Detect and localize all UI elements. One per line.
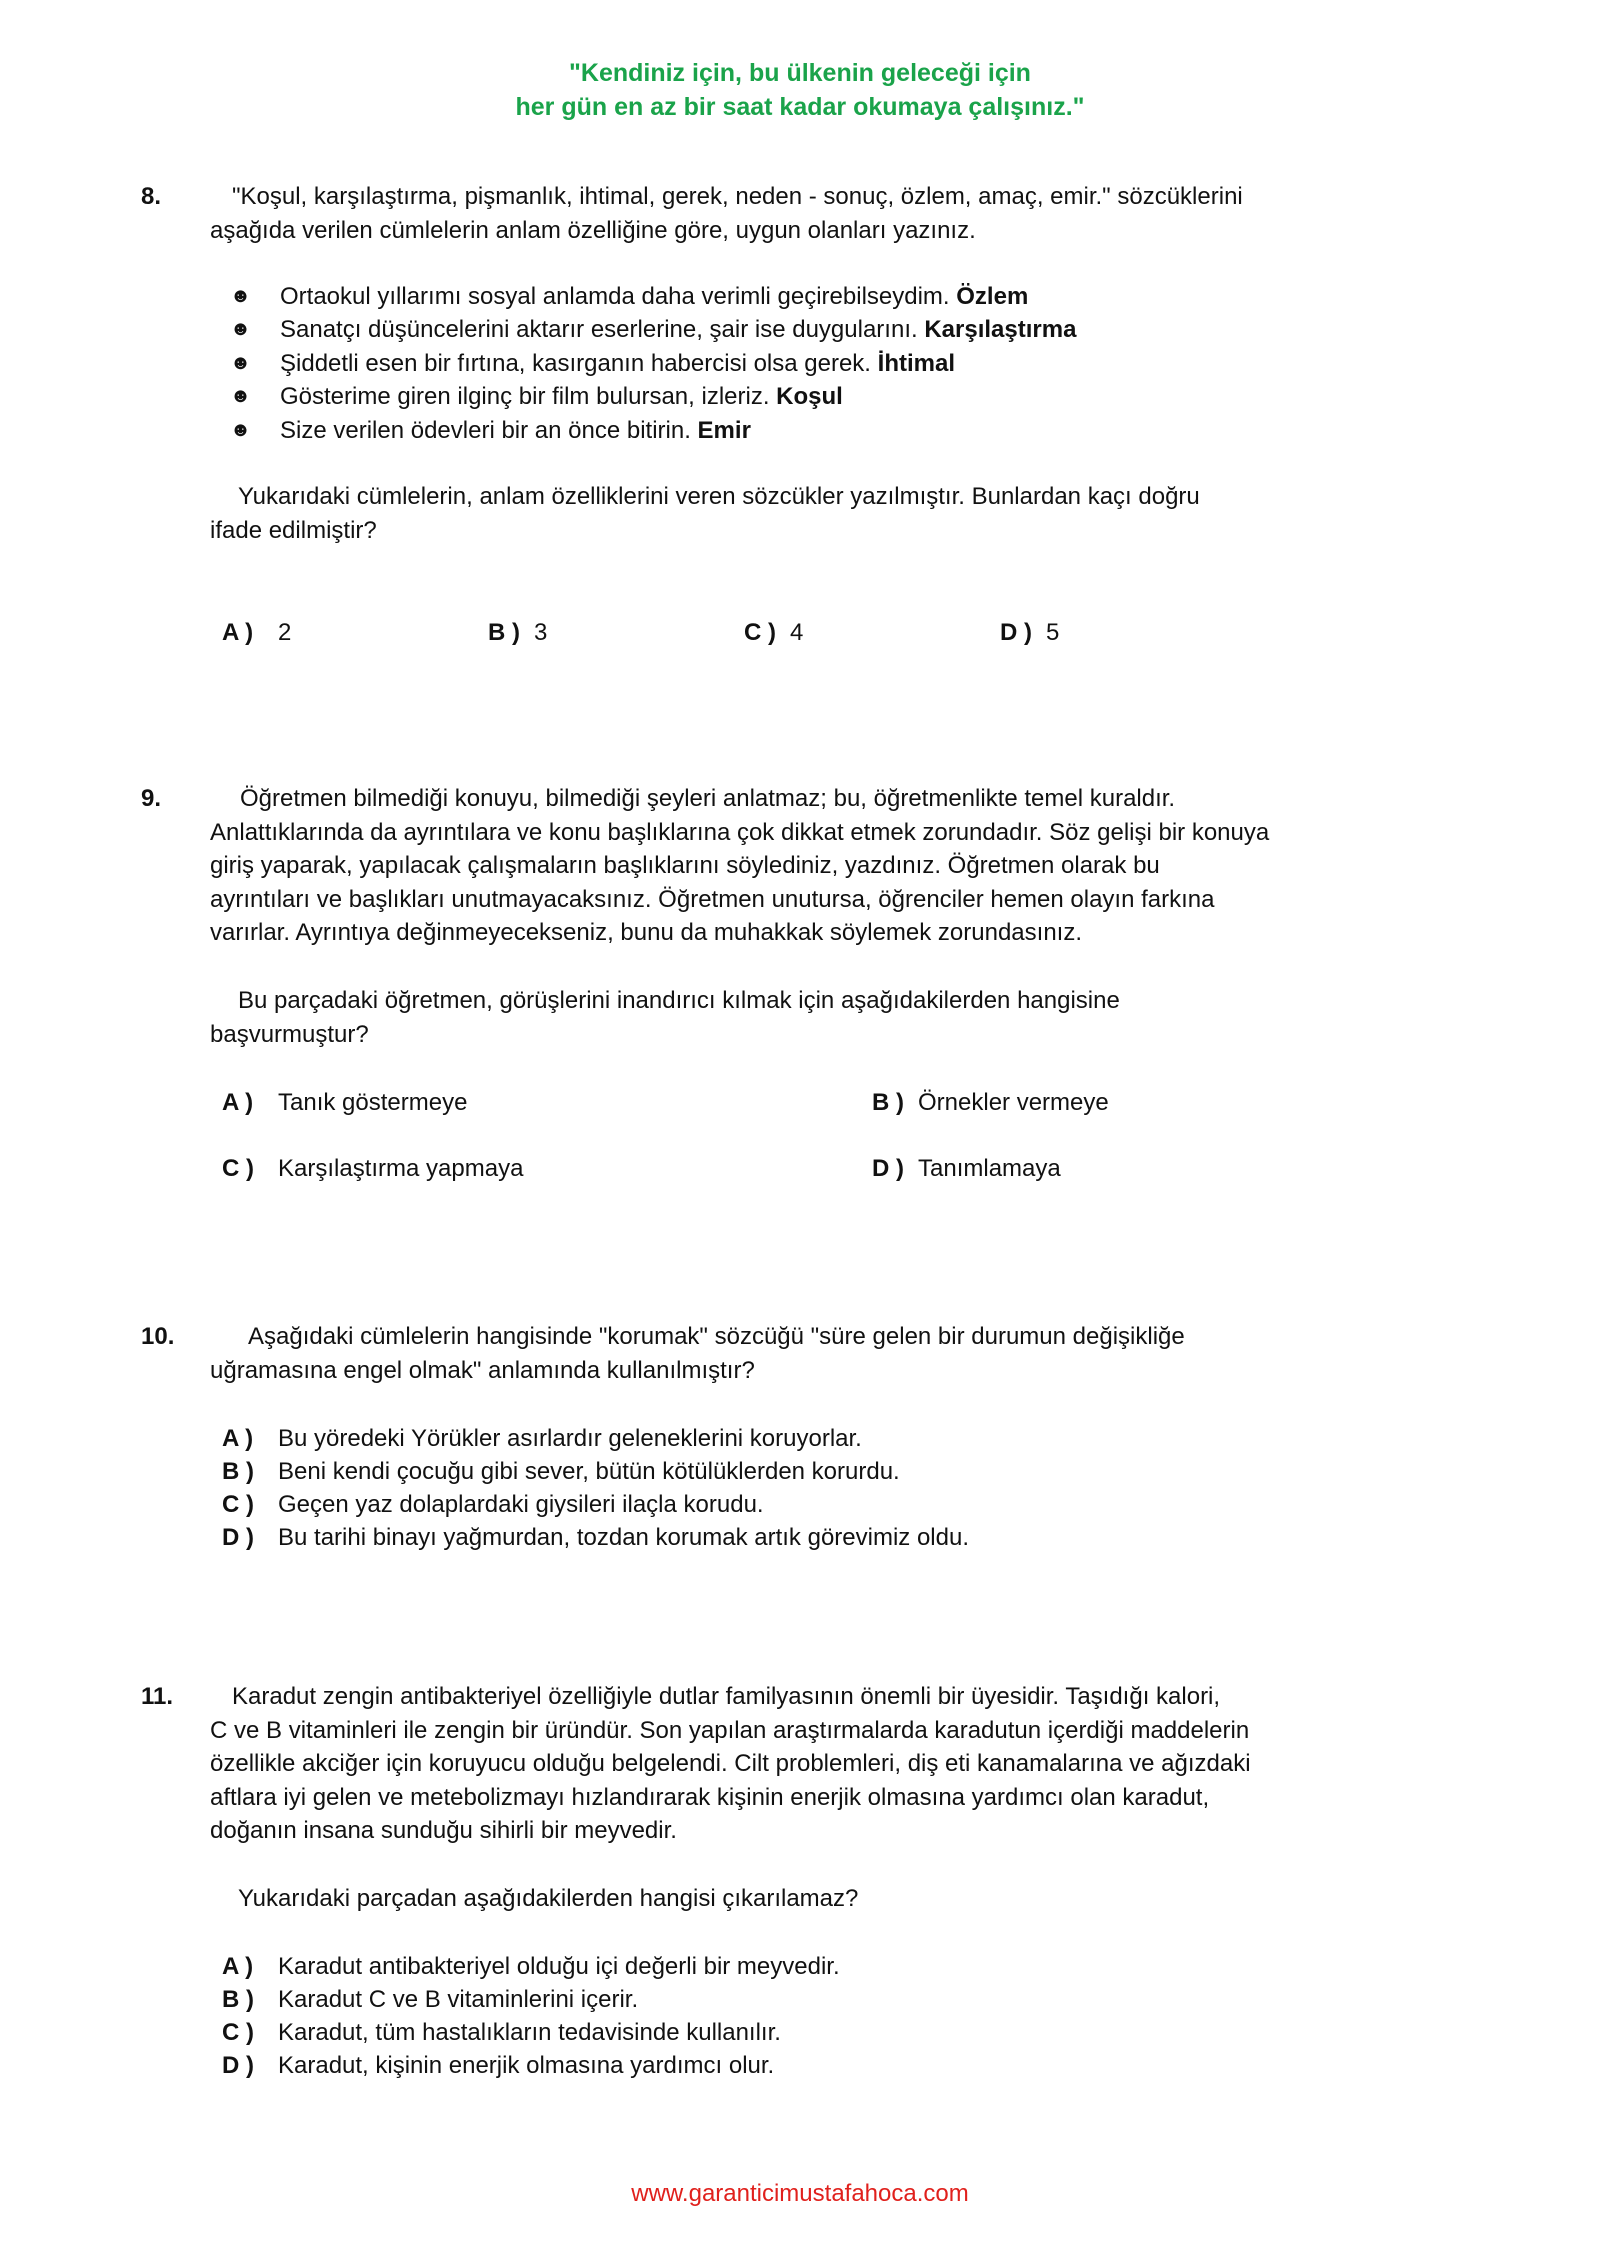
- statement-answer: Emir: [697, 416, 751, 444]
- option-text: Tanımlamaya: [918, 1155, 1061, 1182]
- option-letter: B ): [872, 1089, 904, 1116]
- option-letter: D ): [222, 2052, 254, 2079]
- option-d[interactable]: [1000, 616, 1059, 650]
- statement-text: Gösterime giren ilginç bir film bulursan, izleriz.: [280, 383, 770, 411]
- option-letter: C ): [222, 1155, 254, 1182]
- smiley-bullet-icon: ☻: [230, 285, 252, 307]
- passage-line: giriş yaparak, yapılacak çalışmaların başlıklarını söylediniz, yazdınız. Öğretmen olarak bu: [210, 852, 1160, 879]
- passage-line: özellikle akciğer için koruyucu olduğu belgelendi. Cilt problemleri, diş eti kanamalarına ve ağızdaki: [210, 1750, 1251, 1777]
- option-letter: C ): [744, 619, 776, 646]
- option-letter: D ): [872, 1155, 904, 1182]
- option-a[interactable]: [222, 1086, 467, 1120]
- option-letter: C ): [222, 2019, 254, 2046]
- option-text: Karadut antibakteriyel olduğu içi değerli bir meyvedir.: [278, 1953, 840, 1980]
- option-d[interactable]: [222, 1521, 969, 1555]
- passage-line: Karadut zengin antibakteriyel özelliğiyle dutlar familyasının önemli bir üyesidir. Taşıdığı kalori,: [232, 1683, 1221, 1710]
- passage-line: aftlara iyi gelen ve metebolizmayı hızlandırarak kişinin enerjik olmasına yardımcı olan karadut,: [210, 1783, 1210, 1811]
- prompt-line-2: uğramasına engel olmak" anlamında kullanılmıştır?: [210, 1356, 755, 1384]
- option-letter: B ): [222, 1986, 254, 2013]
- statement-item: [230, 414, 1076, 447]
- option-c[interactable]: [222, 1488, 764, 1522]
- passage-line: Anlattıklarında da ayrıntılara ve konu başlıklarına çok dikkat etmek zorundadır. Söz gelişi bir konuya: [210, 818, 1270, 846]
- option-letter: A ): [222, 1089, 254, 1116]
- option-letter: B ): [222, 1458, 254, 1485]
- question-number: 11.: [141, 1683, 174, 1710]
- option-text: Karşılaştırma yapmaya: [278, 1155, 524, 1182]
- statement-answer: Koşul: [776, 383, 843, 411]
- statement-item: [230, 280, 1076, 313]
- statement-item: [230, 313, 1076, 346]
- statement-text: Ortaokul yıllarımı sosyal anlamda daha verimli geçirebilseydim.: [280, 283, 950, 310]
- option-b[interactable]: [872, 1086, 1109, 1120]
- prompt-line-1: Bu parçadaki öğretmen, görüşlerini inandırıcı kılmak için aşağıdakilerden hangisine: [238, 987, 1120, 1014]
- option-letter: A ): [222, 619, 254, 646]
- option-d[interactable]: [222, 2049, 774, 2083]
- question-prompt: [210, 1882, 1440, 1916]
- intro-line-2: aşağıda verilen cümlelerin anlam özelliğine göre, uygun olanları yazınız.: [210, 216, 976, 244]
- motto-line-2: her gün en az bir saat kadar okumaya çalışınız.": [515, 93, 1085, 121]
- option-c[interactable]: [744, 616, 803, 650]
- option-a[interactable]: [222, 616, 291, 650]
- passage-line: ayrıntıları ve başlıkları unutmayacaksınız. Öğretmen unutursa, öğrenciler hemen olayın farkına: [210, 885, 1215, 913]
- option-a[interactable]: [222, 1422, 862, 1456]
- statement-text: Şiddetli esen bir fırtına, kasırganın habercisi olsa gerek.: [280, 349, 871, 377]
- passage-line: varırlar. Ayrıntıya değinmeyecekseniz, bunu da muhakkak söylemek zorundasınız.: [210, 919, 1083, 946]
- option-text: 3: [534, 619, 548, 646]
- prompt-line-2: başvurmuştur?: [210, 1020, 369, 1048]
- option-text: Geçen yaz dolaplardaki giysileri ilaçla korudu.: [278, 1491, 764, 1518]
- option-text: Beni kendi çocuğu gibi sever, bütün kötülüklerden korurdu.: [278, 1458, 900, 1485]
- option-text: Karadut, kişinin enerjik olmasına yardımcı olur.: [278, 2052, 775, 2079]
- smiley-bullet-icon: ☻: [230, 418, 252, 441]
- option-letter: B ): [488, 619, 520, 646]
- option-d[interactable]: [872, 1152, 1061, 1186]
- question-number: 9.: [141, 785, 162, 812]
- option-text: Karadut, tüm hastalıkların tedavisinde kullanılır.: [278, 2019, 781, 2046]
- smiley-bullet-icon: ☻: [230, 318, 252, 341]
- option-text: Bu yöredeki Yörükler asırlardır geleneklerini koruyorlar.: [278, 1425, 862, 1452]
- option-b[interactable]: [222, 1455, 900, 1489]
- statement-item: [230, 380, 1076, 413]
- option-b[interactable]: [488, 616, 547, 650]
- prompt-line-1: Yukarıdaki cümlelerin, anlam özelliklerini veren sözcükler yazılmıştır. Bunlardan kaçı doğru: [238, 483, 1200, 510]
- option-letter: D ): [222, 1524, 254, 1551]
- option-text: 5: [1046, 619, 1060, 646]
- option-c[interactable]: [222, 1152, 523, 1186]
- option-text: 4: [790, 619, 804, 646]
- option-letter: A ): [222, 1953, 254, 1980]
- option-text: Tanık göstermeye: [278, 1089, 468, 1116]
- passage-line: doğanın insana sunduğu sihirli bir meyvedir.: [210, 1817, 677, 1844]
- prompt-line-1: Yukarıdaki parçadan aşağıdakilerden hangisi çıkarılamaz?: [238, 1885, 859, 1912]
- page-header-motto: [0, 56, 1600, 124]
- question-prompt: [210, 984, 1440, 1051]
- statement-text: Sanatçı düşüncelerini aktarır eserlerine, şair ise duygularını.: [280, 316, 918, 344]
- question-number: 10.: [141, 1323, 175, 1350]
- question-intro: [210, 180, 1440, 247]
- option-c[interactable]: [222, 2016, 781, 2050]
- statement-list: [230, 280, 1076, 447]
- statement-text: Size verilen ödevleri bir an önce bitirin.: [280, 416, 691, 444]
- prompt-line-1: Aşağıdaki cümlelerin hangisinde "korumak" sözcüğü "süre gelen bir durumun değişikliğe: [248, 1323, 1185, 1350]
- statement-answer: Karşılaştırma: [924, 316, 1077, 344]
- question-number: 8.: [141, 183, 162, 210]
- option-letter: D ): [1000, 619, 1032, 646]
- prompt-line-2: ifade edilmiştir?: [210, 516, 377, 544]
- passage-line: Öğretmen bilmediği konuyu, bilmediği şeyleri anlatmaz; bu, öğretmenlikte temel kuraldır.: [240, 785, 1176, 812]
- question-passage: [210, 1680, 1440, 1848]
- motto-line-1: "Kendiniz için, bu ülkenin geleceği için: [569, 59, 1031, 87]
- statement-item: [230, 347, 1076, 380]
- option-letter: C ): [222, 1491, 254, 1518]
- option-b[interactable]: [222, 1983, 638, 2017]
- smiley-bullet-icon: ☻: [230, 351, 252, 374]
- smiley-bullet-icon: ☻: [230, 385, 252, 408]
- option-letter: A ): [222, 1425, 254, 1452]
- statement-answer: İhtimal: [877, 349, 955, 377]
- intro-line-1: "Koşul, karşılaştırma, pişmanlık, ihtimal, gerek, neden - sonuç, özlem, amaç, emir." sözcüklerini: [232, 183, 1243, 210]
- question-prompt: [210, 1320, 1440, 1387]
- statement-answer: Özlem: [956, 283, 1029, 310]
- question-passage: [210, 782, 1440, 950]
- option-text: Karadut C ve B vitaminlerini içerir.: [278, 1986, 639, 2013]
- option-text: Bu tarihi binayı yağmurdan, tozdan korumak artık görevimiz oldu.: [278, 1524, 969, 1551]
- option-text: 2: [278, 619, 292, 646]
- option-a[interactable]: [222, 1950, 840, 1984]
- option-text: Örnekler vermeye: [918, 1089, 1109, 1116]
- question-prompt: [210, 480, 1440, 547]
- passage-line: C ve B vitaminleri ile zengin bir üründür. Son yapılan araştırmalarda karadutun içerdiği maddelerin: [210, 1716, 1250, 1744]
- footer-website-link[interactable]: www.garanticimustafahoca.com: [631, 2180, 969, 2207]
